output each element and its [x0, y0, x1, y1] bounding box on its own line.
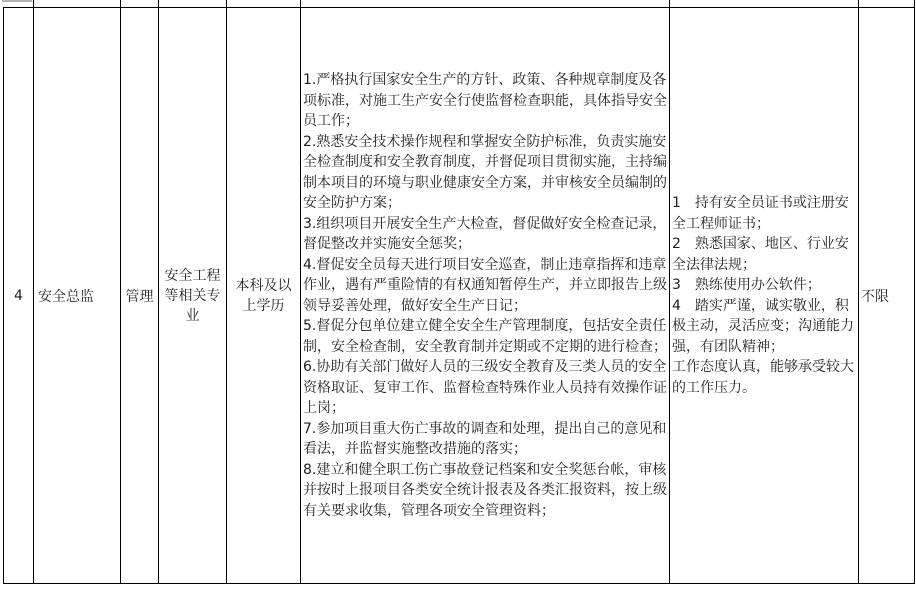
row-index-text: 4 [14, 287, 23, 304]
education-text: 本科及以上学历 [235, 277, 292, 314]
text-line: 4.督促安全员每天进行项目安全巡查，制止违章指挥和违章作业，遇有严重险情的有权通知暂停生产，并立即报告上级领导妥善处理，做好安全生产日记； [303, 256, 667, 314]
text-line: 1 持有安全员证书或注册安全工程师证书； [672, 195, 849, 232]
text-line: 1.严格执行国家安全生产的方针、政策、各种规章制度及各项标准，对施工生产安全行使监督检查职能，具体指导安全员工作； [303, 72, 667, 129]
text-line: 工作态度认真，能够承受较大的工作压力。 [672, 359, 854, 396]
cell-duties [301, 8, 670, 584]
top-fragment-cell-index [3, 0, 34, 8]
text-line: 2 熟悉国家、地区、行业安全法律法规； [672, 236, 849, 273]
category-text: 管理 [125, 288, 154, 305]
cell-quota [859, 8, 915, 584]
top-fragment-cell-requirements [670, 0, 859, 8]
top-fragment-cell-category [121, 0, 159, 8]
position-name-text: 安全总监 [38, 288, 94, 305]
text-line: 7.参加项目重大伤亡事故的调查和处理，提出自己的意见和看法，并监督实施整改措施的落实； [303, 420, 667, 457]
cell-requirements [670, 8, 859, 584]
top-fragment-cell-major [159, 0, 227, 8]
text-line: 8.建立和健全职工伤亡事故登记档案和安全奖惩台帐，审核并按时上报项目各类安全统计报表及各类汇报资料，按上级有关要求收集，管理各项安全管理资料； [303, 461, 667, 519]
major-text: 安全工程等相关专业 [164, 267, 221, 324]
top-fragment-cell-duties [301, 0, 670, 8]
text-line: 4 踏实严谨，诚实敬业，积极主动，灵活应变；沟通能力强，有团队精神； [672, 297, 854, 355]
text-line: 5.督促分包单位建立健全安全生产管理制度，包括安全责任制，安全检查制，安全教育制并定期或不定期的进行检查； [303, 318, 667, 355]
text-line: 3 熟练使用办公软件； [672, 277, 821, 293]
text-line: 3.组织项目开展安全生产大检查，督促做好安全检查记录，督促整改并实施安全惩奖； [303, 215, 667, 252]
text-line: 6.协助有关部门做好人员的三级安全教育及三类人员的安全资格取证、复审工作、监督检查特殊作业人员持有效操作证上岗； [303, 359, 667, 416]
top-fragment-cell-quota [859, 0, 915, 8]
cell-row-index [3, 8, 34, 584]
cell-major [159, 8, 227, 584]
cell-education [227, 8, 301, 584]
quota-text: 不限 [861, 288, 889, 305]
top-fragment-cell-position [34, 0, 121, 8]
cell-category [121, 8, 159, 584]
cell-position-name [34, 8, 121, 584]
text-line: 2.熟悉安全技术操作规程和掌握安全防护标准，负责实施安全检查制度和安全教育制度，并督促项目贯彻实施，主持编制本项目的环境与职业健康安全方案，并审核安全员编制的安全防护方案； [303, 133, 667, 211]
top-fragment-cell-education [227, 0, 301, 8]
job-position-table [3, 0, 915, 584]
